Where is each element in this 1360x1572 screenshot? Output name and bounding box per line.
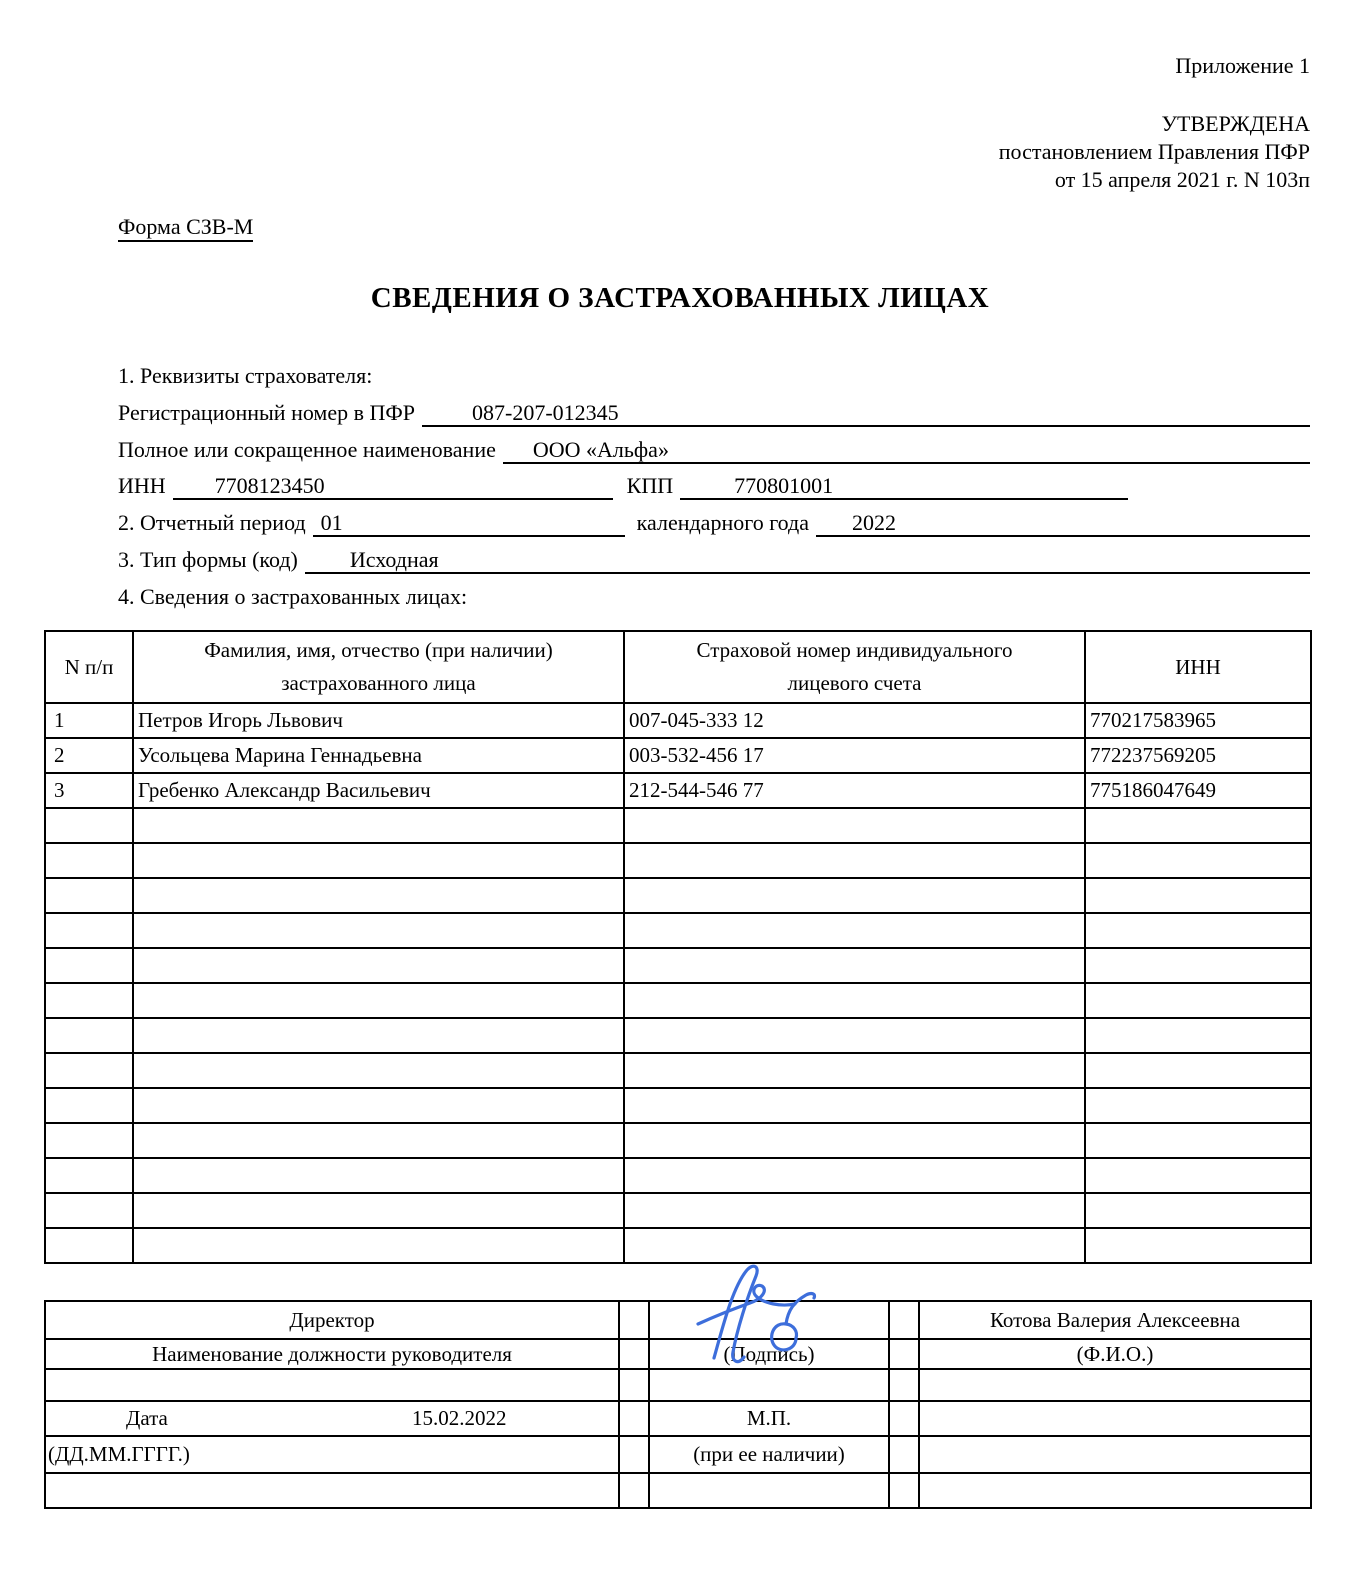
registration-number-line [118,393,1310,430]
empty-row [45,1088,1311,1123]
registration-number-label: Регистрационный номер в ПФР [118,399,415,425]
date-label: Дата [126,1406,168,1430]
table-row: 3 Гребенко Александр Васильевич 212-544-546 77 775186047649 [45,773,1311,808]
empty-row [45,878,1311,913]
approval-block [999,52,1310,194]
approved-line-2: постановлением Правления ПФР [998,139,1310,164]
empty-row [45,913,1311,948]
header-cell-fio: Фамилия, имя, отчество (при наличии) застрахованного лица [133,631,624,703]
empty-row [45,1228,1311,1263]
section1-heading: 1. Реквизиты страхователя: [118,363,373,388]
empty-row [45,1158,1311,1193]
calendar-year-field: 2022 [816,510,1310,537]
signature-block-table [44,1300,1312,1509]
caption-row [45,1339,1311,1369]
registration-number-field: 087-207-012345 [422,400,1310,427]
calendar-year-label: календарного года [636,510,809,536]
spacer-cell [889,1401,919,1436]
insured-persons-table [44,630,1312,1264]
form-type-field: Исходная [305,547,1310,574]
inn-kpp-line [118,466,1310,503]
spacer-cell [889,1436,919,1473]
signature-cell [649,1301,889,1339]
empty-row [45,1369,1311,1401]
empty-row [45,983,1311,1018]
empty-row [45,1193,1311,1228]
date-caption-row [45,1436,1311,1473]
insurer-name-field: ООО «Альфа» [503,437,1310,464]
section4-heading: 4. Сведения о застрахованных лицах: [118,583,468,609]
stamp-caption-cell: (при ее наличии) [649,1436,889,1473]
document-title: СВЕДЕНИЯ О ЗАСТРАХОВАННЫХ ЛИЦАХ [370,282,990,314]
empty-row [45,1123,1311,1158]
spacer-cell [619,1401,649,1436]
approved-line-1: УТВЕРЖДЕНА [1161,111,1310,136]
empty-row [45,948,1311,983]
table-row: 2 Усольцева Марина Геннадьевна 003-532-456 17 772237569205 [45,738,1311,773]
date-row [45,1401,1311,1436]
fio-caption-cell: (Ф.И.О.) [919,1339,1311,1369]
signature-caption-cell: (Подпись) [649,1339,889,1369]
spacer-cell [889,1339,919,1369]
date-cell [45,1401,619,1436]
empty-row [45,1473,1311,1508]
date-caption-cell: (ДД.ММ.ГГГГ.) [45,1436,619,1473]
approved-line-3: от 15 апреля 2021 г. N 103п [1054,167,1310,192]
form-type-label: 3. Тип формы (код) [118,546,298,572]
header-cell-inn: ИНН [1085,631,1311,703]
insurer-name-line [118,430,1310,467]
spacer-cell [619,1301,649,1339]
spacer-cell [889,1301,919,1339]
table-row: 1 Петров Игорь Львович 007-045-333 12 770217583965 [45,703,1311,738]
inn-field: 7708123450 [173,473,613,500]
appendix-label: Приложение 1 [1175,53,1310,78]
table-header-row [45,631,1311,703]
form-code-label: Форма СЗВ-М [118,214,253,240]
report-period-field: 01 [313,510,625,537]
insurer-name-label: Полное или сокращенное наименование [118,436,496,462]
kpp-label: КПП [626,473,674,499]
empty-row [45,1018,1311,1053]
header-cell-snils: Страховой номер индивидуального лицевого счета [624,631,1085,703]
spacer-cell [619,1339,649,1369]
form-type-line [118,540,1310,577]
report-period-line [118,503,1310,540]
requisites-section [118,356,1310,614]
fio-value-cell: Котова Валерия Алексеевна [919,1301,1311,1339]
insured-table-body [45,631,1311,1263]
inn-label: ИНН [118,473,166,499]
header-cell-num: N п/п [45,631,133,703]
kpp-field: 770801001 [680,473,1128,500]
signature-row [45,1301,1311,1339]
empty-row [45,1053,1311,1088]
empty-row [45,843,1311,878]
empty-row [45,808,1311,843]
position-value-cell: Директор [45,1301,619,1339]
stamp-cell: М.П. [649,1401,889,1436]
position-caption-cell: Наименование должности руководителя [45,1339,619,1369]
report-period-label: 2. Отчетный период [118,510,306,536]
date-value: 15.02.2022 [412,1406,507,1430]
spacer-cell [619,1436,649,1473]
